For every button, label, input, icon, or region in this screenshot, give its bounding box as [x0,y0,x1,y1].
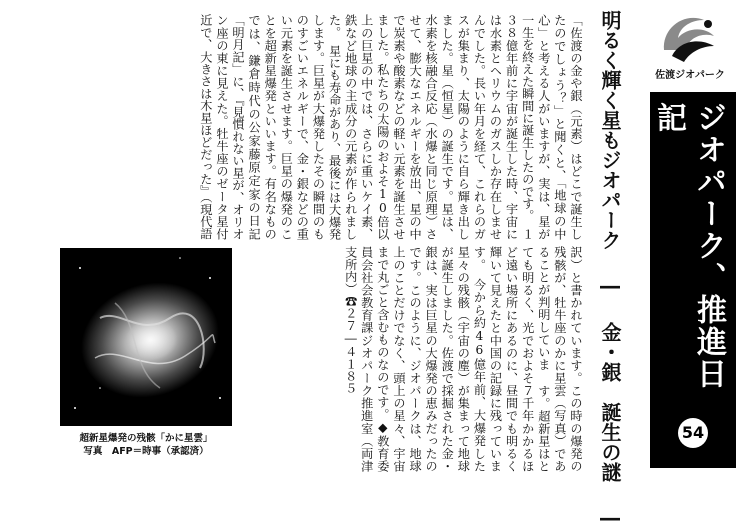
geopark-logo [640,8,740,88]
series-band [650,92,736,468]
series-number-badge: 54 [678,418,708,448]
crab-nebula-photo [60,248,232,426]
photo-caption-title: 超新星爆発の残骸「かに星雲」 [79,433,213,444]
nebula-image-icon [60,248,232,426]
series-title: ジオパーク、推進日記 [651,102,726,390]
logo-text: 佐渡ジオパーク [655,70,725,81]
article-body-lower: 訳）と書かれています。この時の爆発の残骸が、牡牛座のかに星雲（写真）であることが判明していま す。超新星はとても明るく、光でおよそ７千年かかるほど遠い場所にあるのに、昼間でも明るく輝いて見えたと中国の記録に残っています。 今から約46億年前、大爆発した星々の残骸（宇宙の塵）が集まって地球が誕生しました。佐渡で採掘された金・銀は、実は巨星の大爆発の恵みだったのです。このように、ジオパークは、地球上のことだけでなく、頭上の星々、宇宙まで丸ごと含むものなのです。◆教育委員会社会教育課ジオパーク推進室（両津支所内）☎２７―４１８５ [343,246,583,472]
swirl-logo-icon [658,10,722,66]
article-headline: 明るく輝く星もジオパーク ― 金・銀 誕生の謎 ― [598,10,622,530]
photo-caption [60,432,232,458]
photo-caption-credit: 写真 AFP＝時事（承認済） [83,446,209,457]
article-body-upper: 「佐渡の金や銀（元素）はどこで誕生したのでしょう？」と聞くと、「地球の中心」と考える人がいますが、実は、星が一生を終えた瞬間に誕生したのです。 １３８億年前に宇宙が誕生した時、宇宙には水素とヘリウムのガスしか存在しませんでした。長い年月を経て、これらのガスが集まり、太陽のように自ら輝き出しました。星（恒星）の誕生です。星は、水素を核融合反応（水爆と同じ原理）させて、膨大なエネルギーを放出、星の中で炭素や酸素などの軽い元素を誕生させました。私たちの太陽のおよそ10倍以上の巨星の中では、さらに重いケイ素、鉄など地球の主成分の元素が作られました。 星にも寿命があり、最後には大爆発します。巨星が大爆発したその瞬間のものすごいエネルギーで、金・銀などの重い元素を誕生させます。巨星の爆発のことを超新星爆発といいます。有名なものでは、鎌倉時代の公家藤原定家の日記「明月記」に、『見慣れない星が、オリオン座の東に見えた。牡牛座のゼータ星付近で、大きさは木星ほどだった』（現代語 [198,14,583,240]
